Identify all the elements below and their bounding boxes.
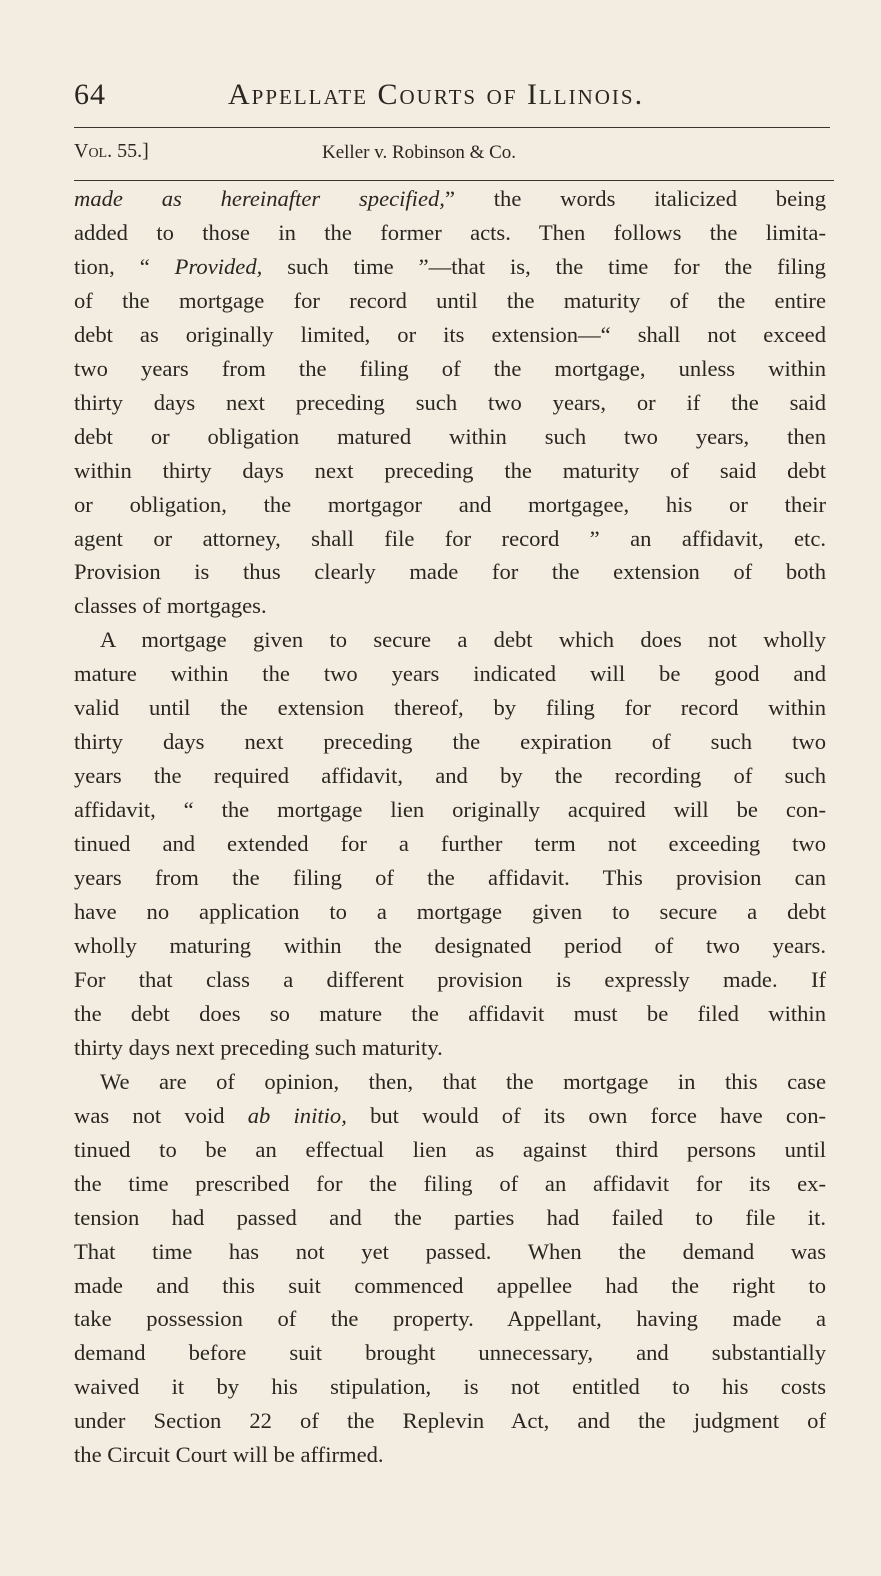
- text-line: [74, 386, 826, 420]
- line-text: A mortgage given to secure a debt which does not wholly: [100, 627, 826, 653]
- text-line: [74, 657, 826, 691]
- line-text: Provision is thus clearly made for the extension of both: [74, 559, 826, 585]
- line-text: thirty days next preceding such two years, or if the said: [74, 389, 826, 415]
- line-text: debt or obligation matured within such two years, then: [74, 423, 826, 449]
- line-text: That time has not yet passed. When the demand was: [74, 1238, 826, 1264]
- text-line: [74, 1031, 826, 1065]
- case-title: Keller v. Robinson & Co.: [322, 142, 517, 163]
- text-line: [74, 420, 826, 454]
- text-line: [74, 488, 826, 522]
- line-text: tion, “: [74, 253, 175, 279]
- line-text: tinued and extended for a further term not exceeding two: [74, 831, 826, 857]
- text-line: [74, 1235, 826, 1269]
- text-line: [74, 1099, 826, 1133]
- header-rule: [74, 127, 830, 128]
- line-text: thirty days next preceding such maturity.: [74, 1034, 443, 1060]
- line-text: added to those in the former acts. Then follows the limita-: [74, 219, 826, 245]
- line-text: agent or attorney, shall file for record ” an affidavit, etc.: [74, 525, 826, 551]
- italic-text: ab initio,: [247, 1102, 347, 1128]
- line-text: of the mortgage for record until the maturity of the entire: [74, 287, 826, 313]
- line-text: have no application to a mortgage given to secure a debt: [74, 899, 826, 925]
- line-text: years the required affidavit, and by the recording of such: [74, 763, 826, 789]
- text-line: [74, 216, 826, 250]
- line-text: years from the filing of the affidavit. This provision can: [74, 865, 826, 891]
- line-text: made and this suit commenced appellee had the right to: [74, 1272, 826, 1298]
- text-line: [74, 895, 826, 929]
- line-text: tinued to be an effectual lien as against third persons until: [74, 1136, 826, 1162]
- text-line: [74, 997, 826, 1031]
- text-line: [74, 793, 826, 827]
- line-text: For that class a different provision is expressly made. If: [74, 966, 826, 992]
- line-text: or obligation, the mortgagor and mortgagee, his or their: [74, 491, 826, 517]
- volume-label: Vol. 55.]: [74, 140, 149, 162]
- text-line: [74, 1167, 826, 1201]
- line-text: debt as originally limited, or its extension—“ shall not exceed: [74, 321, 826, 347]
- line-text: within thirty days next preceding the maturity of said debt: [74, 457, 826, 483]
- line-text: take possession of the property. Appellant, having made a: [74, 1306, 826, 1332]
- text-line: [74, 589, 826, 623]
- subheader-rule: [74, 180, 834, 181]
- text-line: [74, 1404, 826, 1438]
- text-line: [74, 522, 826, 556]
- line-text: wholly maturing within the designated period of two years.: [74, 932, 826, 958]
- text-line: [74, 182, 826, 216]
- running-head: [74, 78, 834, 118]
- line-text: the Circuit Court will be affirmed.: [74, 1442, 384, 1468]
- line-text: mature within the two years indicated will be good and: [74, 661, 826, 687]
- text-line: [74, 963, 826, 997]
- text-line: [74, 725, 826, 759]
- text-line: [74, 1269, 826, 1303]
- text-line: [74, 861, 826, 895]
- text-line: [74, 1336, 826, 1370]
- page-number: 64: [74, 78, 106, 111]
- text-line: [74, 1201, 826, 1235]
- line-text: thirty days next preceding the expiration of such two: [74, 729, 826, 755]
- italic-text: made as hereinafter specified,: [74, 186, 445, 211]
- case-subheader: [74, 140, 834, 170]
- line-text: was not void: [74, 1102, 248, 1128]
- text-line: [74, 1133, 826, 1167]
- line-text: valid until the extension thereof, by filing for record within: [74, 695, 826, 721]
- text-line: [74, 284, 826, 318]
- text-line: [74, 759, 826, 793]
- line-text: but would of its own force have con-: [346, 1102, 827, 1128]
- line-text: under Section 22 of the Replevin Act, and the judgment of: [74, 1408, 826, 1434]
- line-text: tension had passed and the parties had failed to file it.: [74, 1204, 826, 1230]
- text-line: [74, 827, 826, 861]
- line-text: the time prescribed for the filing of an affidavit for its ex-: [74, 1170, 826, 1196]
- line-text: We are of opinion, then, that the mortgage in this case: [100, 1068, 826, 1094]
- text-line: [74, 555, 826, 589]
- text-line: [74, 454, 826, 488]
- text-line: [74, 1370, 826, 1404]
- line-text: ” the words italicized being: [444, 186, 826, 211]
- text-line: [74, 1065, 826, 1099]
- line-text: waived it by his stipulation, is not entitled to his costs: [74, 1374, 826, 1400]
- line-text: affidavit, “ the mortgage lien originally acquired will be con-: [74, 797, 826, 823]
- text-line: [74, 318, 826, 352]
- text-line: [74, 352, 826, 386]
- italic-text: Provided,: [174, 253, 263, 279]
- text-line: [74, 691, 826, 725]
- text-line: [74, 1302, 826, 1336]
- text-line: [74, 929, 826, 963]
- text-line: [74, 623, 826, 657]
- running-title: Appellate Courts of Illinois.: [228, 78, 645, 111]
- line-text: two years from the filing of the mortgage, unless within: [74, 355, 826, 381]
- text-line: [74, 250, 826, 284]
- line-text: demand before suit brought unnecessary, and substantially: [74, 1340, 826, 1366]
- body-text: [74, 182, 826, 1472]
- line-text: classes of mortgages.: [74, 593, 267, 619]
- text-line: [74, 1438, 826, 1472]
- line-text: such time ”—that is, the time for the filing: [262, 253, 826, 279]
- line-text: the debt does so mature the affidavit must be filed within: [74, 1000, 826, 1026]
